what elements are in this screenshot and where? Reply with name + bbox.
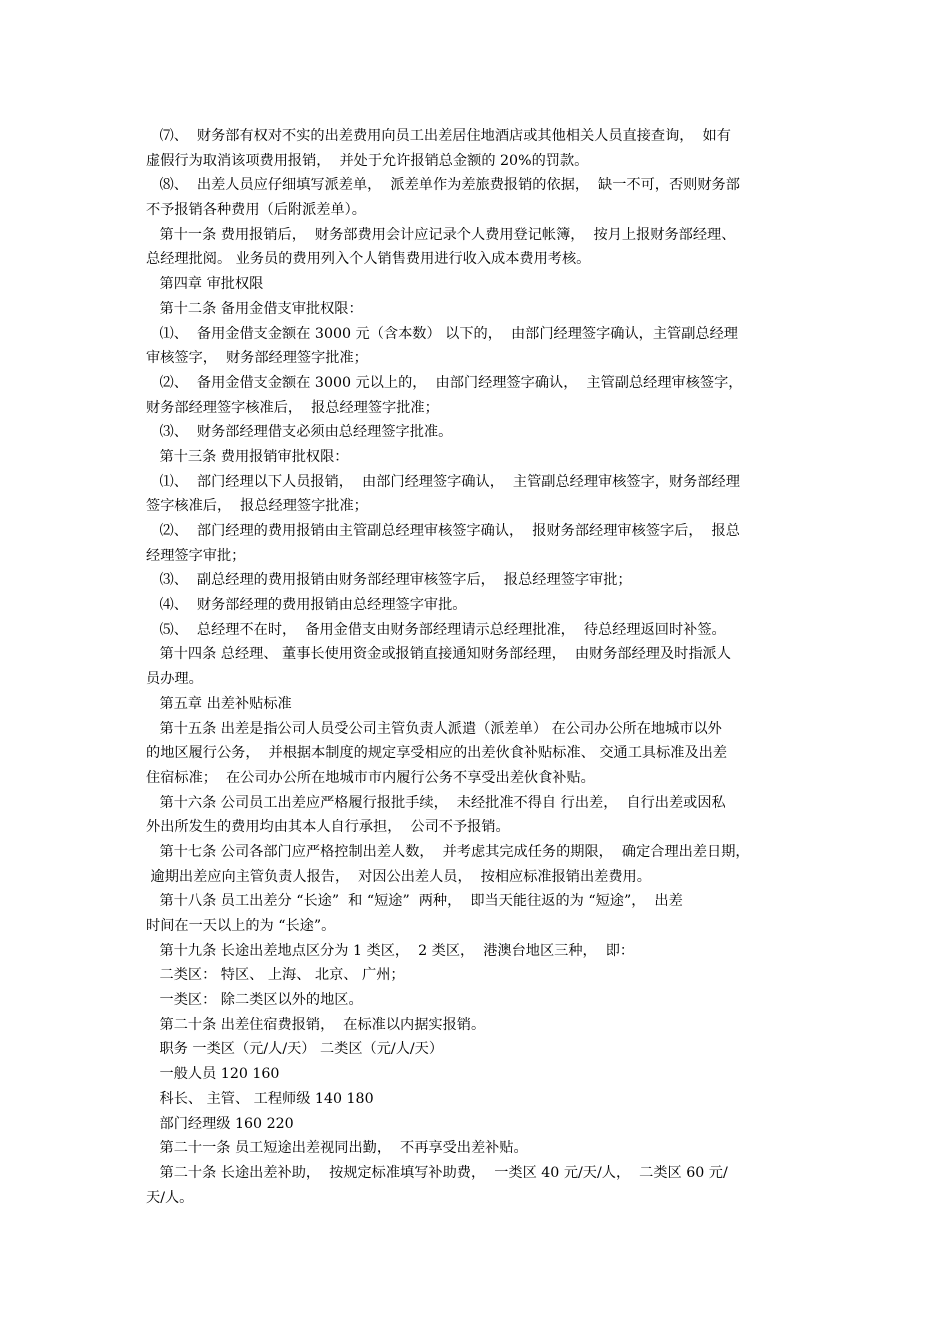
text-line: 第十九条 长途出差地点区分为 1 类区， 2 类区， 港澳台地区三种， 即：	[146, 942, 635, 959]
text-line: ⑷、 财务部经理的费用报销由总经理签字审批。	[146, 597, 467, 614]
text-line: 第二十一条 员工短途出差视同出勤， 不再享受出差补贴。	[146, 1140, 528, 1157]
document-page	[146, 124, 810, 1210]
text-line: 第十六条 公司员工出差应严格履行报批手续， 未经批准不得自 行出差， 自行出差或因私	[146, 794, 726, 811]
chapter-heading: 第五章 出差补贴标准	[146, 695, 292, 712]
text-line: ⑺、 财务部有权对不实的出差费用向员工出差居住地酒店或其他相关人员直接查询， 如有	[146, 128, 731, 144]
chapter-heading: 第四章 审批权限	[146, 276, 264, 293]
text-line: ⑸、 总经理不在时， 备用金借支由财务部经理请示总经理批准， 待总经理返回时补签。	[146, 621, 726, 638]
table-row-line: 科长、 主管、 工程师级 140 180	[146, 1090, 374, 1107]
table-header-line: 职务 一类区（元/人/天） 二类区（元/人/天）	[146, 1041, 444, 1058]
text-line: 员办理。	[146, 671, 203, 688]
article-heading: 第十三条 费用报销审批权限：	[146, 448, 349, 465]
text-line: 财务部经理签字核准后， 报总经理签字批准；	[146, 399, 439, 416]
text-line: 第十四条 总经理、 董事长使用资金或报销直接通知财务部经理， 由财务部经理及时指派人	[146, 646, 731, 663]
text-line: 第二十条 长途出差补助， 按规定标准填写补助费， 一类区 40 元/天/人， 二类区 60 元/	[146, 1164, 728, 1181]
text-line: 虚假行为取消该项费用报销， 并处于允许报销总金额的 20%的罚款。	[146, 152, 589, 169]
text-line: ⑻、 出差人员应仔细填写派差单， 派差单作为差旅费报销的依据， 缺一不可，否则财务部	[146, 177, 740, 194]
table-row-line: 部门经理级 160 220	[146, 1115, 294, 1132]
text-line: 一类区： 除二类区以外的地区。	[146, 992, 363, 1009]
text-line: ⑵、 部门经理的费用报销由主管副总经理审核签字确认， 报财务部经理审核签字后， 报总	[146, 523, 740, 539]
text-line: 时间在一天以上的为 “长途”。	[146, 918, 336, 934]
text-line: 逾期出差应向主管负责人报告， 对因公出差人员， 按相应标准报销出差费用。	[146, 868, 651, 885]
text-line: ⑴、 部门经理以下人员报销， 由部门经理签字确认， 主管副总经理审核签字，财务部经理	[146, 473, 740, 490]
text-line: 外出所发生的费用均由其本人自行承担， 公司不予报销。	[146, 819, 510, 836]
text-line: 经理签字审批；	[146, 547, 246, 564]
text-line: 的地区履行公务， 并根据本制度的规定享受相应的出差伙食补贴标准、 交通工具标准及出差	[146, 745, 728, 762]
text-line: ⑶、 财务部经理借支必须由总经理签字批准。	[146, 424, 453, 441]
text-line: 总经理批阅。 业务员的费用列入个人销售费用进行收入成本费用考核。	[146, 251, 591, 268]
text-line: 二类区： 特区、 上海、 北京、 广州；	[146, 967, 405, 984]
text-line: 第十八条 员工出差分 “长途” 和 “短途” 两种， 即当天能往返的为 “短途”， 出差	[146, 893, 683, 910]
text-line: 住宿标准； 在公司办公所在地城市市内履行公务不享受出差伙食补贴。	[146, 769, 595, 786]
text-line: 审核签字， 财务部经理签字批准；	[146, 350, 368, 367]
text-line: ⑴、 备用金借支金额在 3000 元（含本数） 以下的， 由部门经理签字确认，主管副总经理	[146, 325, 738, 342]
text-line: 第二十条 出差住宿费报销， 在标准以内据实报销。	[146, 1016, 486, 1033]
text-line: ⑶、 副总经理的费用报销由财务部经理审核签字后， 报总经理签字审批；	[146, 572, 632, 589]
text-line: 不予报销各种费用（后附派差单）。	[146, 202, 366, 219]
text-line: 第十一条 费用报销后， 财务部费用会计应记录个人费用登记帐簿， 按月上报财务部经理、	[146, 226, 736, 243]
article-heading: 第十二条 备用金借支审批权限：	[146, 300, 363, 317]
text-line: 天/人。	[146, 1189, 194, 1206]
text-line: ⑵、 备用金借支金额在 3000 元以上的， 由部门经理签字确认， 主管副总经理审核签字，	[146, 374, 743, 391]
table-row-line: 一般人员 120 160	[146, 1066, 280, 1083]
text-line: 签字核准后， 报总经理签字批准；	[146, 498, 368, 515]
text-line: 第十七条 公司各部门应严格控制出差人数， 并考虑其完成任务的期限， 确定合理出差日期，	[146, 843, 750, 860]
text-line: 第十五条 出差是指公司人员受公司主管负责人派遣（派差单） 在公司办公所在地城市以外	[146, 720, 722, 737]
